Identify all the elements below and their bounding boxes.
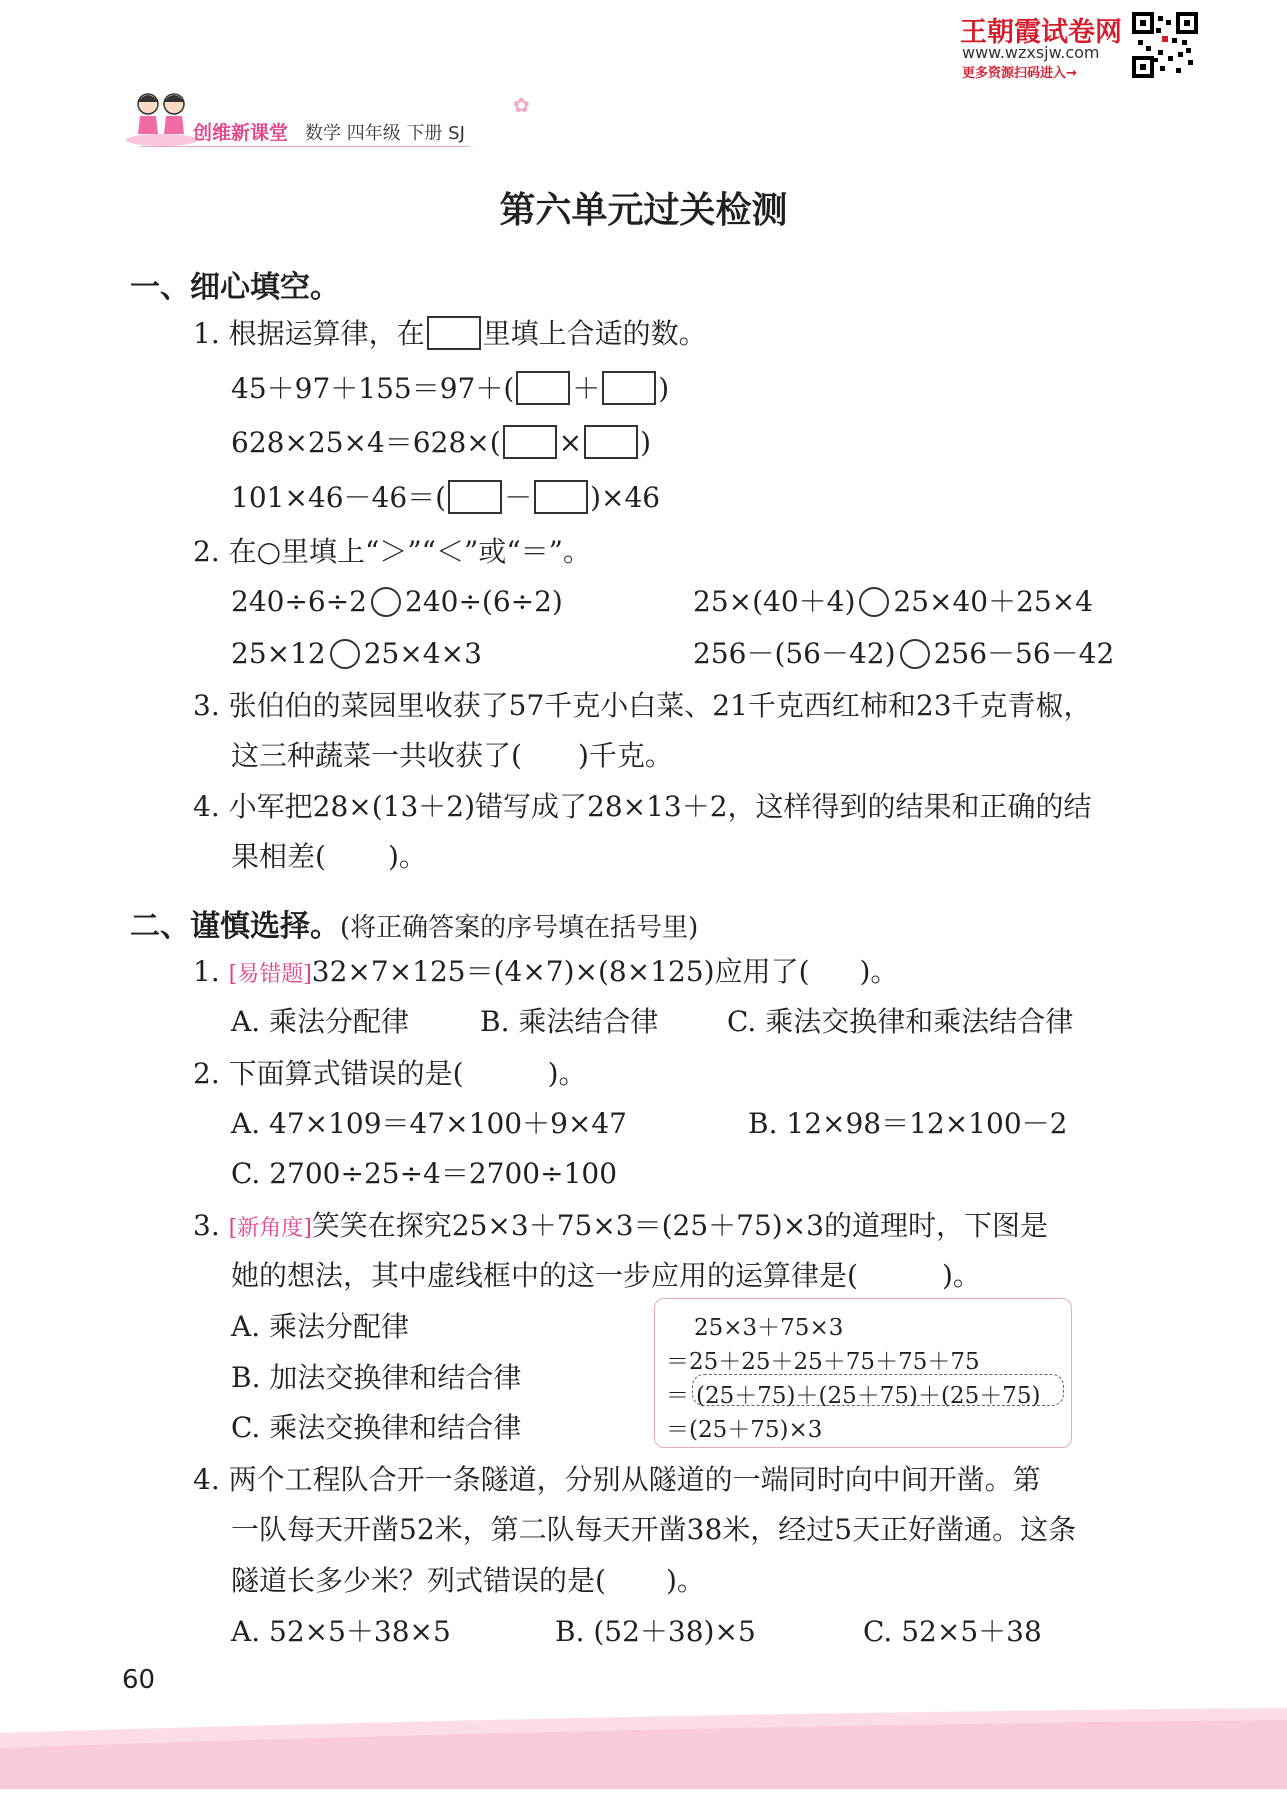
option-2-3-C[interactable]: C. 乘法交换律和结合律 — [231, 1411, 522, 1444]
mascot-icon — [122, 88, 202, 148]
footer-band — [0, 1708, 1287, 1789]
compare-circle[interactable] — [330, 639, 360, 669]
question-2-3-line2: 她的想法，其中虚线框中的这一步应用的运算律是( )。 — [231, 1259, 981, 1292]
watermark-url: www.wzxsjw.com — [962, 43, 1100, 62]
compare-1b: 25×(40＋4) 25×40＋25×4 — [693, 585, 1094, 618]
compare-1a: 240÷6÷2 240÷(6÷2) — [231, 585, 563, 618]
box-step-3: (25＋75)＋(25＋75)＋(25＋75) — [696, 1383, 1041, 1409]
question-1-1: 1. 根据运算律，在 里填上合适的数。 — [193, 317, 707, 350]
compare-circle[interactable] — [371, 587, 401, 617]
section2-heading-line: 二、谨慎选择。(将正确答案的序号填在括号里) — [130, 909, 699, 944]
question-1-3-line2: 这三种蔬菜一共收获了( )千克。 — [231, 739, 673, 772]
compare-2a: 25×12 25×4×3 — [231, 637, 482, 670]
option-2-3-B[interactable]: B. 加法交换律和结合律 — [231, 1361, 522, 1394]
question-1-3: 3. 张伯伯的菜园里收获了57千克小白菜、21千克西红柿和23千克青椒， — [193, 689, 1092, 722]
question-1-4-line2: 果相差( )。 — [231, 840, 427, 873]
option-2-2-A[interactable]: A. 47×109＝47×100＋9×47 — [231, 1107, 627, 1140]
equation-2: 628×25×4＝628×( × ) — [231, 426, 652, 459]
section1-heading: 一、细心填空。 — [130, 270, 340, 305]
box-step-2: ＝25＋25＋25＋75＋75＋75 — [666, 1349, 980, 1375]
watermark-tip: 更多资源扫码进入→ — [962, 66, 1077, 81]
question-2-4: 4. 两个工程队合开一条隧道，分别从隧道的一端同时向中间开凿。第 — [193, 1463, 1041, 1496]
option-2-1-C[interactable]: C. 乘法交换律和乘法结合律 — [727, 1005, 1074, 1038]
question-2-4-line3: 隧道长多少米？列式错误的是( )。 — [231, 1564, 705, 1597]
series-name: 创维新课堂 — [193, 122, 289, 144]
box-step-3-eq: ＝ — [666, 1383, 689, 1409]
answer-box[interactable] — [584, 425, 638, 459]
option-2-2-C[interactable]: C. 2700÷25÷4＝2700÷100 — [231, 1157, 618, 1190]
answer-box[interactable] — [503, 425, 557, 459]
answer-box[interactable] — [602, 371, 656, 405]
option-2-2-B[interactable]: B. 12×98＝12×100－2 — [748, 1107, 1068, 1140]
option-2-4-A[interactable]: A. 52×5＋38×5 — [231, 1615, 451, 1648]
watermark-brand: 王朝霞试卷网 — [960, 17, 1122, 48]
page-title: 第六单元过关检测 — [499, 190, 788, 231]
question-1-4: 4. 小军把28×(13＋2)错写成了28×13＋2，这样得到的结果和正确的结 — [193, 790, 1092, 823]
option-2-1-B[interactable]: B. 乘法结合律 — [480, 1005, 659, 1038]
compare-circle[interactable] — [900, 639, 930, 669]
answer-box[interactable] — [516, 371, 570, 405]
question-2-3: 3. [新角度]笑笑在探究25×3＋75×3＝(25＋75)×3的道理时，下图是 — [193, 1209, 1048, 1242]
option-2-4-B[interactable]: B. (52＋38)×5 — [555, 1615, 756, 1648]
answer-box[interactable] — [448, 480, 502, 514]
qr-code-icon[interactable] — [1132, 12, 1198, 78]
header-divider — [140, 146, 470, 147]
question-2-4-line2: 一队每天开凿52米，第二队每天开凿38米，经过5天正好凿通。这条 — [231, 1513, 1077, 1546]
question-2-1: 1. [易错题]32×7×125＝(4×7)×(8×125)应用了( )。 — [193, 955, 899, 988]
flower-icon: ✿ — [513, 93, 530, 117]
compare-2b: 256－(56－42) 256－56－42 — [693, 637, 1115, 670]
equation-1: 45＋97＋155＝97＋( ＋ ) — [231, 372, 670, 405]
question-1-2: 2. 在○里填上“＞”“＜”或“＝”。 — [193, 535, 591, 568]
option-2-3-A[interactable]: A. 乘法分配律 — [231, 1310, 410, 1343]
page-number: 60 — [122, 1665, 156, 1695]
compare-circle[interactable] — [859, 587, 889, 617]
answer-box[interactable] — [534, 480, 588, 514]
option-2-4-C[interactable]: C. 52×5＋38 — [863, 1615, 1042, 1648]
answer-box[interactable] — [427, 316, 481, 350]
subject-info: 数学 四年级 下册 SJ — [305, 123, 465, 144]
option-2-1-A[interactable]: A. 乘法分配律 — [231, 1005, 410, 1038]
box-step-1: 25×3＋75×3 — [694, 1315, 844, 1341]
equation-3: 101×46－46＝( － )×46 — [231, 481, 661, 514]
box-step-4: ＝(25＋75)×3 — [666, 1417, 823, 1443]
question-2-2: 2. 下面算式错误的是( )。 — [193, 1057, 587, 1090]
